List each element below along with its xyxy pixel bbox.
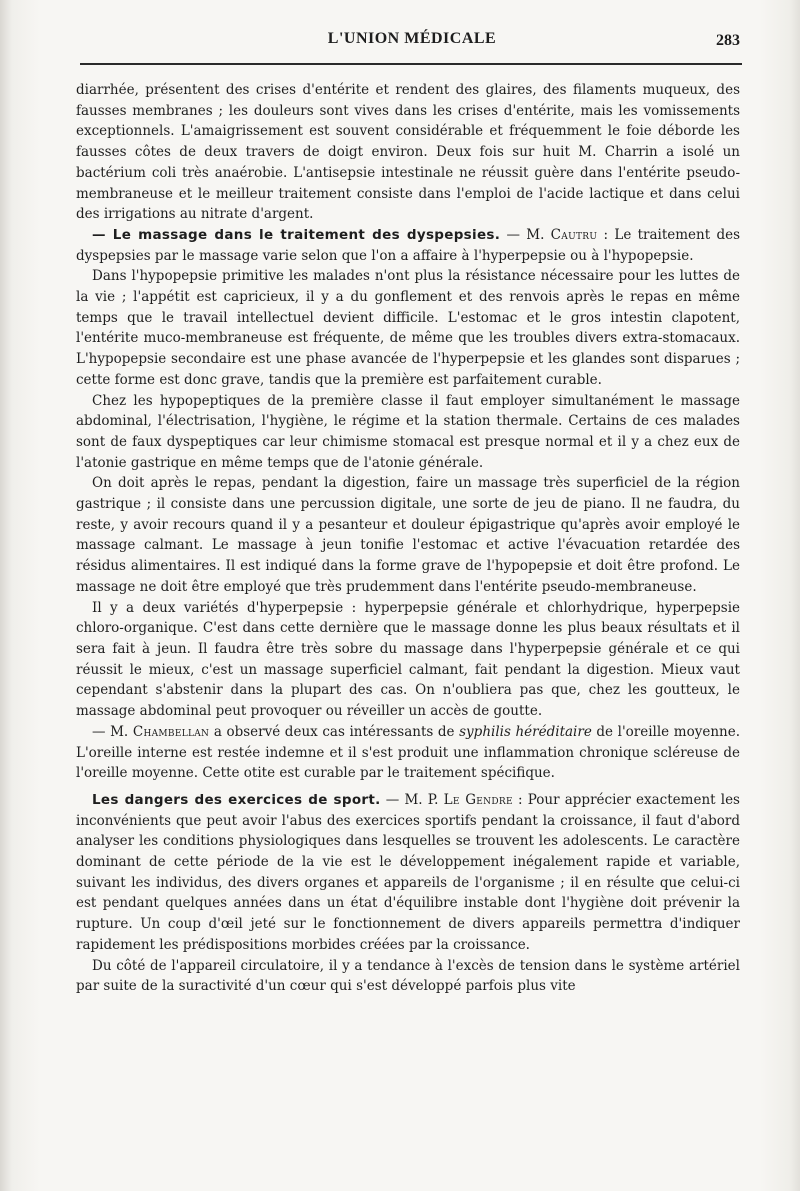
lead-dash: — M. [92, 723, 133, 740]
author-name: Le Gendre [443, 791, 513, 808]
paragraph-text: de l'oreille moyenne. L'oreille interne est restée indemne et il s'est produit une inflammation chronique scléreuse de l'oreille moyenne. Cette otite est curable par le traitement spécifique. [76, 723, 740, 782]
section-heading-sport: Les dangers des exercices de sport. [92, 791, 381, 808]
author-name: Cautru [550, 226, 598, 243]
paragraph-text: On doit après le repas, pendant la digestion, faire un massage très superficiel de la région gastrique ; il consiste dans une percussion digitale, une sorte de jeu de piano. Il ne faudra, du reste, y avoir recours quand il y a pesanteur et douleur épigastrique qu'après avoir employé le massage calmant. Le massage à jeun tonifie l'estomac et active l'évacuation retardée des résidus alimentaires. Il est indiqué dans la forme grave de l'hypopepsie et doit être profond. Le massage ne doit être employé que très prudemment dans l'entérite pseudo-membraneuse. [76, 475, 740, 595]
paragraph-text: Dans l'hypopepsie primitive les malades n'ont plus la résistance nécessaire pour les luttes de la vie ; l'appétit est capricieux, il y a du gonflement et des renvois après le repas en même temps que le travail intellectuel devient difficile. L'estomac et le gros intestin clapotent, l'entérite muco-membraneuse est fréquente, de même que les troubles divers extra-stomacaux. L'hypopepsie secondaire est une phase avancée de l'hyperpepsie et les glandes sont disparues ; cette forme est donc grave, tandis que la première est parfaitement curable. [76, 268, 740, 388]
dash-separator: — M. [500, 226, 551, 243]
paragraph-text: : Le traitement des dyspepsies par le massage varie selon que l'on a affaire à l'hyperpepsie ou à l'hypopepsie. [76, 226, 741, 264]
paragraph-massage-dyspepsies [76, 225, 740, 266]
paragraph-text: a observé deux cas intéressants de [209, 723, 460, 740]
paragraph-syphilis-oreille [76, 722, 740, 784]
page-number: 283 [716, 32, 740, 49]
paragraph-text: diarrhée, présentent des crises d'entérite et rendent des glaires, des filaments muqueux, des fausses membranes ; les douleurs sont vives dans les crises d'entérite, mais les vomissements exceptionnels. L'amaigrissement est souvent considérable et fréquemment le foie déborde les fausses côtes de deux travers de doigt environ. Deux fois sur huit M. Charrin a isolé un bactérium coli très anaérobie. L'antisepsie intestinale ne réussit guère dans l'entérite pseudo-membraneuse et le meilleur traitement consiste dans l'emploi de l'acide lactique et dans celui des irrigations au nitrate d'argent. [76, 82, 740, 223]
paragraph-text: Il y a deux variétés d'hyperpepsie : hyperpepsie générale et chlorhydrique, hyperpepsie chloro-organique. C'est dans cette dernière que le massage donne les plus beaux résultats et il sera fait à jeun. Il faudra être très sobre du massage dans l'hyperpepsie générale et ce qui réussit le mieux, c'est un massage superficiel calmant, fait pendant la digestion. Mieux vaut cependant s'abstenir dans la plupart des cas. On n'oubliera pas que, chez les goutteux, le massage abdominal peut provoquer ou réveiller un accès de goutte. [76, 599, 740, 720]
paragraph-text: Du côté de l'appareil circulatoire, il y a tendance à l'excès de tension dans le système artériel par suite de la suractivité d'un cœur qui s'est développé parfois plus vite [76, 957, 740, 995]
paragraph-text: Chez les hypopeptiques de la première classe il faut employer simultanément le massage abdominal, l'électrisation, l'hygiène, le régime et la station thermale. Certains de ces malades sont de faux dyspeptiques car leur chimisme stomacal est presque normal et il y a chez eux de l'atonie gastrique en même temps que de l'atonie générale. [76, 392, 740, 471]
running-head: L'UNION MÉDICALE [327, 30, 497, 47]
paragraph-dangers-sport [76, 790, 740, 956]
paragraph-hypopepsie-primitive [76, 266, 740, 390]
paragraph-hypopeptiques [76, 391, 740, 474]
page-header [76, 30, 748, 56]
paragraph-hyperpepsie [76, 598, 740, 722]
dash-separator: — M. P. [380, 791, 444, 808]
paragraph-appareil-circulatoire [76, 956, 740, 997]
paragraph-text: : Pour apprécier exactement les inconvénients que peut avoir l'abus des exercices sportifs pendant la croissance, il faut d'abord analyser les conditions physiologiques dans lesquelles se trouvent les adolescents. Le caractère dominant de cette période de la vie est le développement inégalement rapide et variable, suivant les individus, des divers organes et appareils de l'organisme ; il en résulte que celui-ci est pendant quelques années dans un état d'équilibre instable dont l'hygiène doit prévenir la rupture. Un coup d'œil jeté sur le fonctionnement de divers appareils permettra d'indiquer rapidement les prédispositions morbides créées par la croissance. [76, 791, 740, 953]
author-name: Chambellan [132, 723, 210, 740]
section-heading-massage: — Le massage dans le traitement des dyspepsies. [92, 226, 501, 243]
article-body [76, 80, 740, 997]
paragraph-enteritis-continued [76, 80, 740, 225]
italic-term: syphilis héréditaire [459, 723, 592, 740]
paragraph-massage-repas [76, 473, 740, 597]
header-rule [80, 63, 742, 65]
